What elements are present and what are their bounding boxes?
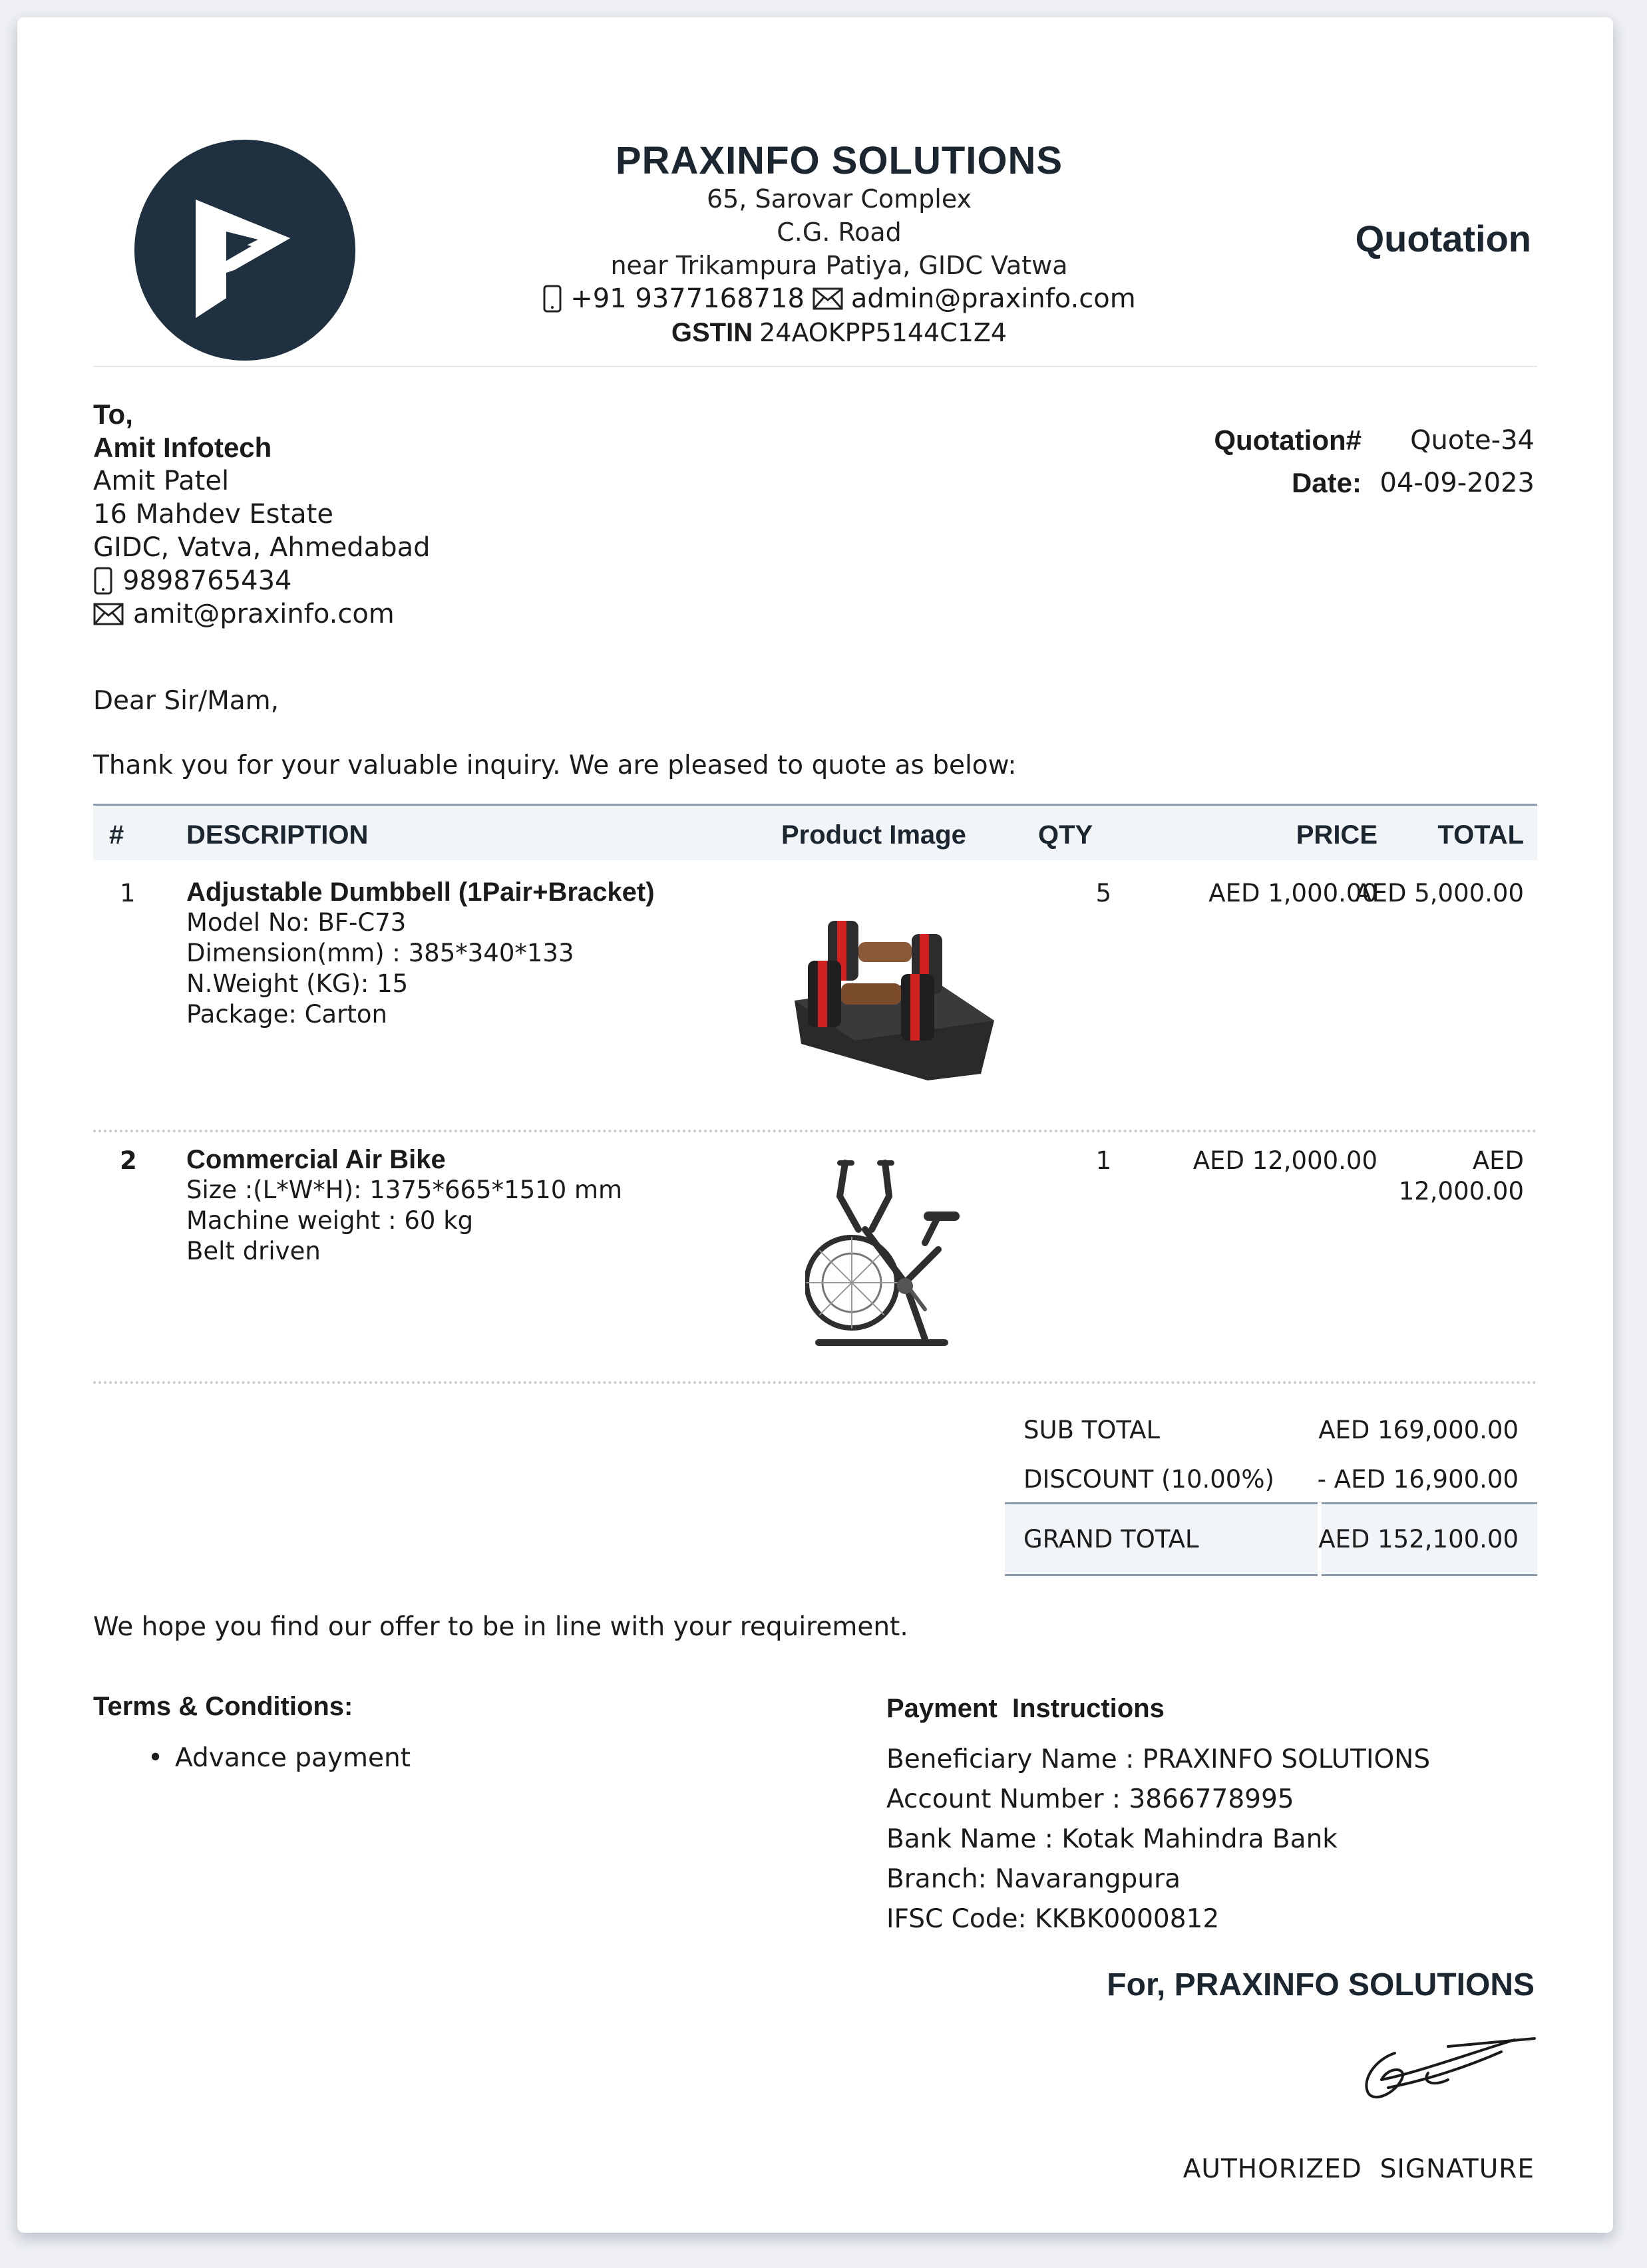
table-row xyxy=(93,876,1537,1135)
recipient-phone-row xyxy=(93,564,431,597)
company-header xyxy=(417,140,1262,350)
company-address-line1: 65, Sarovar Complex xyxy=(706,184,972,214)
row-qty: 1 xyxy=(1095,1146,1111,1175)
col-description: DESCRIPTION xyxy=(186,820,369,850)
grand-total-value: AED 152,100.00 xyxy=(1318,1525,1519,1553)
col-number: # xyxy=(109,820,124,850)
row-description xyxy=(186,1144,622,1267)
authorized-signature-label: AUTHORIZED SIGNATURE xyxy=(1183,2154,1535,2184)
bullet-icon: • xyxy=(148,1743,164,1773)
greeting: Dear Sir/Mam, xyxy=(93,686,279,716)
company-address-line3: near Trikampura Patiya, GIDC Vatwa xyxy=(610,251,1068,280)
totals-block xyxy=(1005,1405,1537,1504)
recipient-company: Amit Infotech xyxy=(93,432,272,463)
product-detail: Size :(L*W*H): 1375*665*1510 mm xyxy=(186,1176,623,1204)
mail-icon xyxy=(813,287,843,310)
company-address-line2: C.G. Road xyxy=(777,218,902,247)
payment-account: Account Number : 3866778995 xyxy=(886,1784,1294,1814)
phone-icon xyxy=(542,284,562,313)
discount-row xyxy=(1005,1454,1537,1504)
row-description xyxy=(186,877,655,1030)
product-detail: Belt driven xyxy=(186,1237,321,1265)
to-label: To, xyxy=(93,399,133,430)
recipient-contact: Amit Patel xyxy=(93,466,230,496)
product-detail: Package: Carton xyxy=(186,1000,387,1029)
payment-beneficiary: Beneficiary Name : PRAXINFO SOLUTIONS xyxy=(886,1744,1431,1774)
subtotal-value: AED 169,000.00 xyxy=(1318,1416,1519,1444)
gstin-value: 24AOKPP5144C1Z4 xyxy=(759,318,1007,347)
terms-item xyxy=(148,1743,411,1773)
company-contact xyxy=(417,282,1262,315)
table-row xyxy=(93,1130,1537,1382)
row-qty: 5 xyxy=(1095,879,1111,907)
payment-block xyxy=(886,1692,1430,1939)
dumbbell-pair-image xyxy=(781,901,1001,1087)
company-gstin xyxy=(417,315,1262,350)
company-email[interactable]: admin@praxinfo.com xyxy=(850,283,1136,314)
quotation-page xyxy=(17,17,1613,2233)
grand-total-row xyxy=(1005,1514,1537,1563)
product-detail: Model No: BF-C73 xyxy=(186,908,407,937)
discount-label: DISCOUNT (10.00%) xyxy=(1023,1465,1274,1494)
recipient-email[interactable]: amit@praxinfo.com xyxy=(133,599,395,629)
recipient-address-line2: GIDC, Vatva, Ahmedabad xyxy=(93,532,431,563)
quote-number: Quote-34 xyxy=(1410,425,1535,456)
discount-value: - AED 16,900.00 xyxy=(1317,1465,1519,1494)
header-divider xyxy=(93,366,1537,367)
mail-icon xyxy=(93,603,124,625)
terms-item-text: Advance payment xyxy=(175,1743,411,1773)
row-number xyxy=(120,1146,137,1176)
row-number: 1 xyxy=(120,879,136,907)
gstin-label: GSTIN xyxy=(671,318,753,347)
product-title: Adjustable Dumbbell (1Pair+Bracket) xyxy=(186,878,655,907)
company-phone: +91 9377168718 xyxy=(570,283,805,314)
recipient-phone: 9898765434 xyxy=(122,566,292,596)
quote-date-row xyxy=(1149,462,1541,504)
company-logo xyxy=(134,140,355,361)
row-number-value: 2 xyxy=(120,1146,137,1175)
subtotal-row xyxy=(1005,1405,1537,1454)
col-product-image: Product Image xyxy=(781,820,966,850)
product-detail: N.Weight (KG): 15 xyxy=(186,969,409,998)
for-company: For, PRAXINFO SOLUTIONS xyxy=(1107,1967,1535,2003)
terms-block xyxy=(93,1692,411,1773)
col-qty: QTY xyxy=(1038,820,1093,850)
row-separator xyxy=(93,1381,1537,1384)
row-total: AED 12,000.00 xyxy=(1398,1146,1524,1206)
grand-total-top-border xyxy=(1005,1502,1537,1504)
document-title: Quotation xyxy=(1355,218,1531,259)
grand-total-label: GRAND TOTAL xyxy=(1023,1525,1199,1553)
air-bike-image xyxy=(805,1150,978,1363)
quote-number-label: Quotation# xyxy=(1214,424,1362,456)
quote-number-row xyxy=(1149,419,1541,462)
row-price: AED 1,000.00 xyxy=(1208,879,1377,907)
company-name: PRAXINFO SOLUTIONS xyxy=(615,139,1063,182)
recipient-block xyxy=(93,398,431,631)
grand-total-bottom-border xyxy=(1005,1574,1537,1576)
items-table-header xyxy=(93,804,1537,860)
handwritten-signature xyxy=(1348,2026,1548,2126)
col-total: TOTAL xyxy=(1437,820,1524,850)
payment-ifsc: IFSC Code: KKBK0000812 xyxy=(886,1904,1220,1934)
product-title: Commercial Air Bike xyxy=(186,1145,446,1174)
payment-heading: Payment Instructions xyxy=(886,1694,1165,1723)
col-price: PRICE xyxy=(1296,820,1377,850)
intro-text: Thank you for your valuable inquiry. We are pleased to quote as below: xyxy=(93,750,1017,780)
subtotal-label: SUB TOTAL xyxy=(1023,1416,1161,1444)
recipient-address-line1: 16 Mahdev Estate xyxy=(93,499,333,530)
row-price: AED 12,000.00 xyxy=(1192,1146,1377,1175)
product-detail: Machine weight : 60 kg xyxy=(186,1206,474,1235)
recipient-email-row xyxy=(93,597,431,631)
quote-meta xyxy=(1149,419,1541,504)
phone-icon xyxy=(93,566,113,595)
grand-total-cells xyxy=(1005,1514,1537,1563)
row-total: AED 5,000.00 xyxy=(1355,879,1524,907)
payment-bank: Bank Name : Kotak Mahindra Bank xyxy=(886,1824,1338,1854)
quote-date: 04-09-2023 xyxy=(1379,468,1535,498)
terms-heading: Terms & Conditions: xyxy=(93,1692,353,1721)
product-detail: Dimension(mm) : 385*340*133 xyxy=(186,939,574,967)
closing-text: We hope you find our offer to be in line with your requirement. xyxy=(93,1612,908,1642)
quote-date-label: Date: xyxy=(1291,467,1362,498)
payment-branch: Branch: Navarangpura xyxy=(886,1864,1181,1894)
